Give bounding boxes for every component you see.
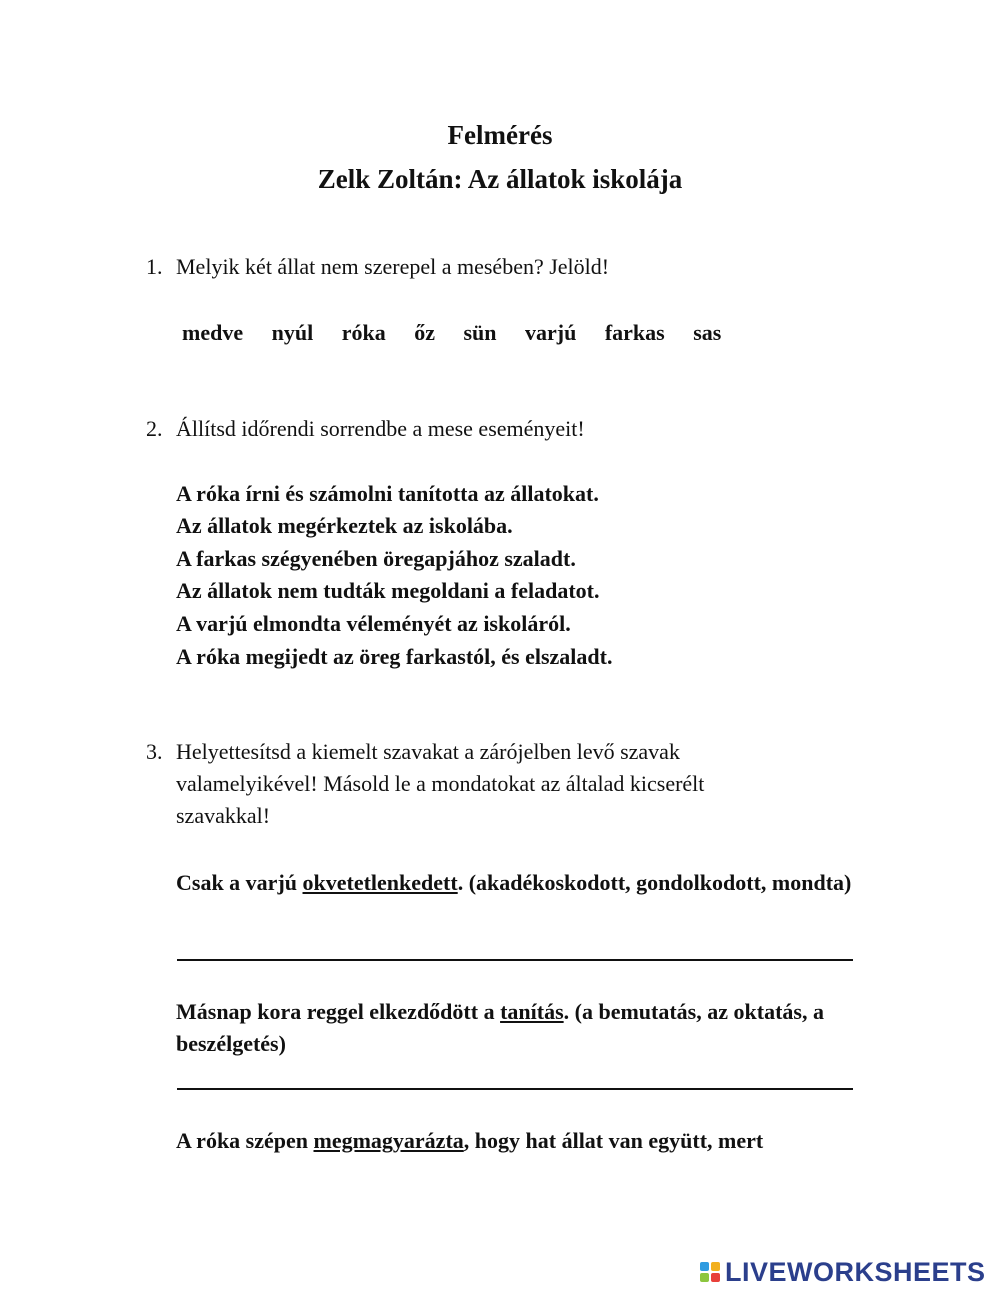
animal-option[interactable]: sün: [463, 320, 497, 345]
event-item[interactable]: A farkas szégyenében öregapjához szaladt.: [176, 546, 576, 571]
event-item[interactable]: Az állatok megérkeztek az iskolába.: [176, 513, 513, 538]
animal-option[interactable]: varjú: [525, 320, 577, 345]
liveworksheets-logo: [700, 1257, 986, 1287]
event-item[interactable]: A varjú elmondta véleményét az iskoláról.: [176, 611, 571, 636]
question-3-text-line: Helyettesítsd a kiemelt szavakat a zárójelben levő szavak: [176, 739, 680, 764]
question-2-text: Állítsd időrendi sorrendbe a mese eseményeit!: [176, 416, 585, 441]
question-3-number: 3.: [146, 739, 163, 764]
sentence-text: . (a bemutatás, az oktatás, a beszélgetés): [176, 999, 824, 1056]
animal-options: [182, 318, 744, 348]
sentence-2: [176, 996, 896, 1060]
animal-option[interactable]: róka: [341, 320, 386, 345]
sentence-text: A róka szépen: [176, 1128, 314, 1153]
animal-option[interactable]: őz: [414, 320, 435, 345]
question-1-number: 1.: [146, 254, 163, 279]
page-title: Felmérés: [447, 120, 553, 150]
sentence-1: [176, 867, 896, 899]
animal-option[interactable]: sas: [693, 320, 722, 345]
answer-line-1[interactable]: [177, 959, 853, 961]
highlighted-word: okvetetlenkedett: [302, 870, 458, 895]
event-item[interactable]: A róka megijedt az öreg farkastól, és elszaladt.: [176, 644, 613, 669]
sentence-text: Csak a varjú: [176, 870, 303, 895]
sentence-text: . (akadékoskodott, gondolkodott, mondta): [457, 870, 852, 895]
question-3-text-line: valamelyikével! Másold le a mondatokat az általad kicserélt: [176, 771, 705, 796]
sentence-text: , hogy hat állat van együtt, mert: [463, 1128, 764, 1153]
animal-option[interactable]: nyúl: [271, 320, 314, 345]
animal-option[interactable]: medve: [182, 320, 244, 345]
question-3-text-line: szavakkal!: [176, 803, 271, 828]
logo-square: [700, 1262, 709, 1271]
sentence-text: Másnap kora reggel elkezdődött a: [176, 999, 501, 1024]
highlighted-word: tanítás: [500, 999, 564, 1024]
highlighted-word: megmagyarázta: [313, 1128, 464, 1153]
page-subtitle: Zelk Zoltán: Az állatok iskolája: [317, 164, 683, 194]
logo-square: [700, 1273, 709, 1282]
animal-option[interactable]: farkas: [604, 320, 665, 345]
event-item[interactable]: A róka írni és számolni tanította az állatokat.: [176, 481, 599, 506]
logo-text: LIVEWORKSHEETS: [725, 1256, 986, 1287]
question-2-number: 2.: [146, 416, 163, 441]
logo-squares-icon: [700, 1262, 720, 1282]
sentence-3: [176, 1125, 956, 1157]
logo-square: [711, 1262, 720, 1271]
question-1-text: Melyik két állat nem szerepel a mesében? Jelöld!: [176, 254, 610, 279]
event-item[interactable]: Az állatok nem tudták megoldani a feladatot.: [176, 578, 600, 603]
answer-line-2[interactable]: [177, 1088, 853, 1090]
logo-square: [711, 1273, 720, 1282]
